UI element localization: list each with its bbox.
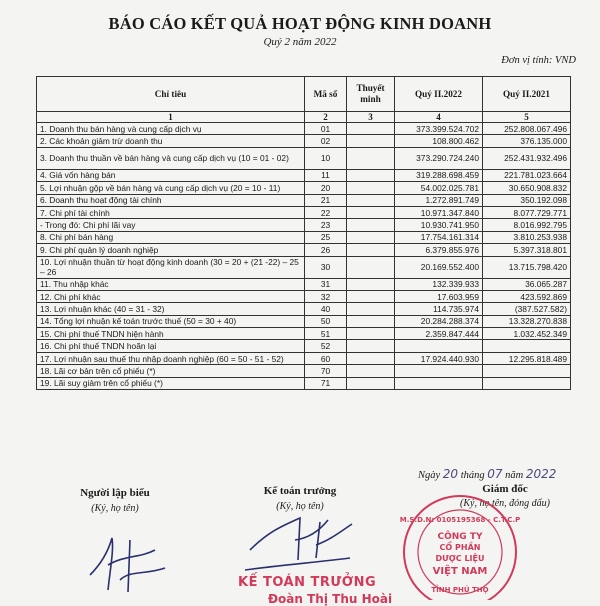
row-item: 11. Thu nhập khác — [37, 278, 305, 290]
row-code: 51 — [305, 328, 347, 340]
row-q2-2021: 12.295.818.489 — [483, 352, 571, 364]
row-code: 21 — [305, 194, 347, 206]
row-q2-2022: 10.971.347.840 — [395, 206, 483, 218]
preparer-note: (Ký, họ tên) — [91, 503, 139, 514]
row-code: 10 — [305, 147, 347, 169]
row-q2-2022: 1.272.891.749 — [395, 194, 483, 206]
row-q2-2021 — [483, 340, 571, 352]
row-note — [347, 352, 395, 364]
row-item: 8. Chi phí bán hàng — [37, 231, 305, 243]
preparer-signature-block — [60, 487, 170, 514]
row-q2-2022: 114.735.974 — [395, 303, 483, 315]
row-item: 10. Lợi nhuận thuần từ hoạt động kinh doanh (30 = 20 + (21 -22) – 25 – 26 — [37, 256, 305, 278]
row-code: 52 — [305, 340, 347, 352]
row-q2-2021: 252.431.932.496 — [483, 147, 571, 169]
row-q2-2022: 20.169.552.400 — [395, 256, 483, 278]
preparer-role: Người lập biểu — [80, 487, 150, 499]
row-code: 71 — [305, 377, 347, 389]
row-q2-2021: 1.032.452.349 — [483, 328, 571, 340]
table-row — [37, 123, 571, 135]
row-note — [347, 377, 395, 389]
row-item: 5. Lợi nhuận gộp về bán hàng và cung cấp dịch vụ (20 = 10 - 11) — [37, 182, 305, 194]
header-code: Mã số — [305, 77, 347, 112]
header-note: Thuyết minh — [347, 77, 395, 112]
seal-line-1: CÔNG TY — [437, 532, 483, 542]
row-item: 14. Tổng lợi nhuận kế toán trước thuế (50 = 30 + 40) — [37, 315, 305, 327]
column-index: 5 — [483, 112, 571, 123]
table-row — [37, 147, 571, 169]
seal-line-3: DƯỢC LIỆU — [435, 554, 485, 563]
row-item: 7. Chi phí tài chính — [37, 206, 305, 218]
row-item: - Trong đó: Chi phí lãi vay — [37, 219, 305, 231]
header-item: Chỉ tiêu — [37, 77, 305, 112]
row-code: 22 — [305, 206, 347, 218]
row-item: 17. Lợi nhuận sau thuế thu nhập doanh nghiệp (60 = 50 - 51 - 52) — [37, 352, 305, 364]
column-index: 2 — [305, 112, 347, 123]
table-row — [37, 194, 571, 206]
seal-line-4: VIỆT NAM — [432, 566, 488, 577]
row-item: 1. Doanh thu bán hàng và cung cấp dịch vụ — [37, 123, 305, 135]
date-month: 07 — [487, 467, 503, 481]
row-q2-2021: (387.527.582) — [483, 303, 571, 315]
row-code: 20 — [305, 182, 347, 194]
row-code: 60 — [305, 352, 347, 364]
table-row — [37, 365, 571, 377]
date-month-word: tháng — [460, 470, 485, 481]
table-header-row — [37, 77, 571, 112]
date-prefix: Ngày — [418, 470, 441, 481]
row-code: 26 — [305, 244, 347, 256]
signing-date — [418, 467, 556, 481]
table-row — [37, 278, 571, 290]
row-item: 19. Lãi suy giảm trên cổ phiếu (*) — [37, 377, 305, 389]
row-q2-2021: 5.397.318.801 — [483, 244, 571, 256]
row-q2-2022 — [395, 377, 483, 389]
table-row — [37, 315, 571, 327]
row-item: 18. Lãi cơ bản trên cổ phiếu (*) — [37, 365, 305, 377]
row-q2-2021: 221.781.023.664 — [483, 169, 571, 181]
report-title: BÁO CÁO KẾT QUẢ HOẠT ĐỘNG KINH DOANH — [108, 14, 492, 33]
row-item: 3. Doanh thu thuần về bán hàng và cung cấp dịch vụ (10 = 01 - 02) — [37, 147, 305, 169]
row-note — [347, 219, 395, 231]
column-index: 3 — [347, 112, 395, 123]
row-item: 13. Lợi nhuận khác (40 = 31 - 32) — [37, 303, 305, 315]
row-q2-2021: 13.328.270.838 — [483, 315, 571, 327]
seal-tax-code: M.S.D.N: 0105195368 - C.T.C.P — [400, 516, 520, 524]
row-note — [347, 256, 395, 278]
row-item: 16. Chi phí thuế TNDN hoãn lại — [37, 340, 305, 352]
row-note — [347, 365, 395, 377]
row-q2-2021: 13.715.798.420 — [483, 256, 571, 278]
row-q2-2021: 8.016.992.795 — [483, 219, 571, 231]
seal-line-2: CỔ PHẦN — [439, 543, 481, 552]
row-code: 32 — [305, 290, 347, 302]
header-q2-2021: Quý II.2021 — [483, 77, 571, 112]
row-q2-2021: 252.808.067.496 — [483, 123, 571, 135]
row-note — [347, 328, 395, 340]
row-item: 9. Chi phí quản lý doanh nghiệp — [37, 244, 305, 256]
row-item: 4. Giá vốn hàng bán — [37, 169, 305, 181]
row-note — [347, 194, 395, 206]
table-row — [37, 377, 571, 389]
director-role: Giám đốc — [482, 483, 528, 495]
row-q2-2022: 17.924.440.930 — [395, 352, 483, 364]
row-code: 01 — [305, 123, 347, 135]
row-q2-2021: 350.192.098 — [483, 194, 571, 206]
row-q2-2021 — [483, 377, 571, 389]
row-q2-2021: 36.065.287 — [483, 278, 571, 290]
seal-province: TỈNH PHÚ THỌ — [431, 586, 489, 594]
date-year-word: năm — [505, 470, 524, 481]
row-q2-2022 — [395, 365, 483, 377]
currency-unit: Đơn vị tính: VND — [501, 55, 576, 66]
row-q2-2022: 6.379.855.976 — [395, 244, 483, 256]
row-q2-2022: 132.339.933 — [395, 278, 483, 290]
header-q2-2022: Quý II.2022 — [395, 77, 483, 112]
row-code: 30 — [305, 256, 347, 278]
row-code: 02 — [305, 135, 347, 147]
row-q2-2021: 3.810.253.938 — [483, 231, 571, 243]
row-q2-2021: 8.077.729.771 — [483, 206, 571, 218]
row-note — [347, 340, 395, 352]
row-q2-2022: 20.284.288.374 — [395, 315, 483, 327]
row-code: 25 — [305, 231, 347, 243]
row-note — [347, 244, 395, 256]
row-item: 2. Các khoản giảm trừ doanh thu — [37, 135, 305, 147]
table-body — [37, 123, 571, 390]
row-note — [347, 206, 395, 218]
row-note — [347, 303, 395, 315]
row-q2-2021: 423.592.869 — [483, 290, 571, 302]
row-q2-2022: 17.603.959 — [395, 290, 483, 302]
row-note — [347, 315, 395, 327]
table-row — [37, 135, 571, 147]
row-q2-2021 — [483, 365, 571, 377]
row-q2-2022: 373.290.724.240 — [395, 147, 483, 169]
row-item: 6. Doanh thu hoạt động tài chính — [37, 194, 305, 206]
table-row — [37, 352, 571, 364]
row-q2-2022: 17.754.161.314 — [395, 231, 483, 243]
row-code: 40 — [305, 303, 347, 315]
table-row — [37, 340, 571, 352]
table-row — [37, 328, 571, 340]
date-day: 20 — [442, 467, 459, 481]
row-code: 50 — [305, 315, 347, 327]
chief-accountant-signature-block — [240, 485, 360, 512]
table-row — [37, 231, 571, 243]
row-q2-2022 — [395, 340, 483, 352]
director-note: (Ký, họ tên, đóng dấu) — [460, 498, 550, 509]
chief-accountant-stamp-title: KẾ TOÁN TRƯỞNG — [238, 575, 377, 590]
company-seal — [400, 492, 520, 600]
row-q2-2022: 54.002.025.781 — [395, 182, 483, 194]
row-item: 15. Chi phí thuế TNDN hiện hành — [37, 328, 305, 340]
table-row — [37, 256, 571, 278]
row-note — [347, 169, 395, 181]
row-note — [347, 182, 395, 194]
table-row — [37, 182, 571, 194]
row-note — [347, 123, 395, 135]
row-code: 23 — [305, 219, 347, 231]
chief-accountant-note: (Ký, họ tên) — [276, 501, 324, 512]
table-row — [37, 303, 571, 315]
report-period: Quý 2 năm 2022 — [263, 36, 337, 48]
date-year: 2022 — [525, 467, 557, 481]
row-note — [347, 278, 395, 290]
row-q2-2022: 108.800.462 — [395, 135, 483, 147]
chief-accountant-stamp-name: Đoàn Thị Thu Hoài — [268, 592, 393, 606]
row-q2-2021: 30.650.908.832 — [483, 182, 571, 194]
row-code: 70 — [305, 365, 347, 377]
table-row — [37, 219, 571, 231]
row-code: 11 — [305, 169, 347, 181]
row-note — [347, 135, 395, 147]
column-index: 1 — [37, 112, 305, 123]
table-row — [37, 290, 571, 302]
preparer-signature — [70, 520, 180, 600]
row-q2-2022: 319.288.698.459 — [395, 169, 483, 181]
chief-accountant-signature — [240, 510, 360, 580]
row-q2-2022: 373.399.524.702 — [395, 123, 483, 135]
row-note — [347, 290, 395, 302]
income-statement-table — [36, 76, 571, 390]
row-code: 31 — [305, 278, 347, 290]
column-index-row — [37, 112, 571, 123]
chief-accountant-role: Kế toán trưởng — [263, 485, 337, 497]
row-q2-2021: 376.135.000 — [483, 135, 571, 147]
table-row — [37, 206, 571, 218]
table-row — [37, 244, 571, 256]
row-note — [347, 231, 395, 243]
row-q2-2022: 10.930.741.950 — [395, 219, 483, 231]
row-item: 12. Chi phí khác — [37, 290, 305, 302]
table-row — [37, 169, 571, 181]
row-note — [347, 147, 395, 169]
row-q2-2022: 2.359.847.444 — [395, 328, 483, 340]
column-index: 4 — [395, 112, 483, 123]
